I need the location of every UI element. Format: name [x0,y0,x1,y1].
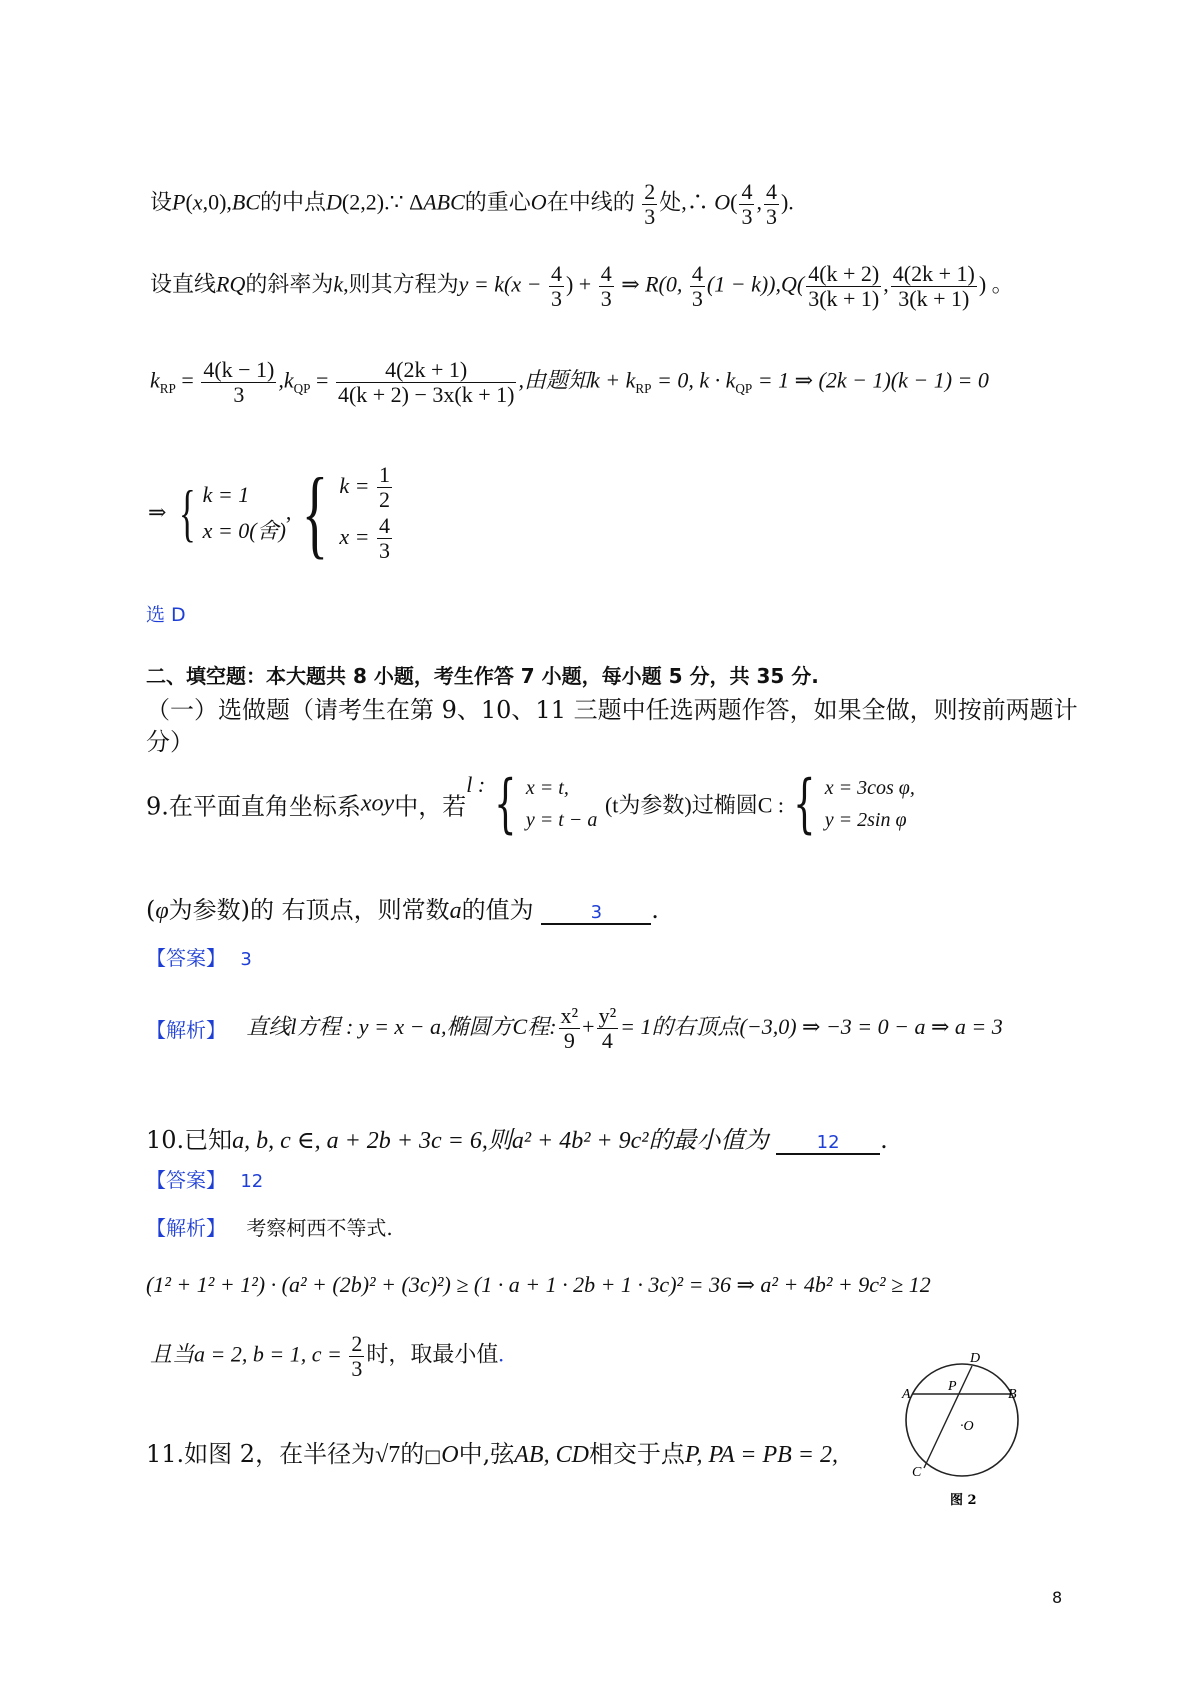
equality-condition: 且当a = 2, b = 1, c = $\frac{2}{3}$ 时，取最小值. [150,1331,504,1382]
question-9-continued: (φ为参数)的 右顶点，则常数a的值为 3 . [146,896,659,924]
fraction: $\frac{4}{3}$ [765,179,777,230]
question-9: 9.在平面直角坐标系xoy中，若l : { x = t, y = t − a (t为参数)过椭圆C : { x = 3cos φ, y = 2sin φ [146,767,915,841]
question-11: 11.如图 2，在半径为√7的□O中,弦AB, CD相交于点P, PA = PB = 2, [146,1440,838,1468]
label-a: A [902,1387,911,1402]
label-c: C [912,1465,922,1480]
section-instructions-line2: 分） [146,728,194,756]
label-p: P [948,1379,957,1394]
fraction: $\frac{4}{3}$ [741,179,753,230]
section-instructions-line1: （一）选做题（请考生在第 9、10、11 三题中任选两题作答，如果全做，则按前两题计 [146,696,1078,724]
question-10: 10.已知a, b, c ∈, a + 2b + 3c = 6,则a² + 4b² + 9c²的最小值为 12 . [146,1126,888,1154]
line-slope: 设直线RQ的斜率为k,则其方程为y = k(x − $\frac{4}{3}$ ) + $\frac{4}{3}$ ⇒ R(0, $\frac{4}{3}$ (1 − k)),Q( $\frac{4(k + 2)}{3(k + 1)}$ , $\frac{4(2k + 1)}{3(k + 1)}$ ) 。 [150,261,1014,312]
label-d: D [970,1351,981,1366]
answer-blank: 3 [541,902,651,925]
figure-caption: 图 2 [950,1493,977,1508]
line-slopes-equation: $k_{RP}$ = $\frac{4(k - 1)}{3}$ $,k_{QP}$ = $\frac{4(2k + 1)}{4(k + 2) - 3x(k + 1)}$ ,由题知$k + k_{RP} = 0$, $k \cdot k_{QP} = 1$ ⇒ (2k − 1)(k − 1) = 0 [150,357,989,408]
answer-row-10: 【答案】 12 [146,1168,264,1192]
section-title: 二、填空题：本大题共 8 小题，考生作答 7 小题，每小题 5 分，共 35 分. [146,664,819,688]
label-b: B [1008,1387,1017,1402]
answer-row-9: 【答案】 3 [146,946,252,970]
answer-blank: 12 [776,1132,880,1155]
choice-answer: 选 D [146,604,186,626]
analysis-row-9: 【解析】 直线l方程 : y = x − a,椭圆方C程: $\frac{\text{x²}}{9}$ + $\frac{\text{y²}}{4}$ = 1的右顶点(−3,0) ⇒ −3 = 0 − a ⇒ a = 3 [146,1003,1003,1054]
cauchy-inequality: (1² + 1² + 1²) · (a² + (2b)² + (3c)²) ≥ (1 · a + 1 · 2b + 1 · 3c)² = 36 ⇒ a² + 4b² + 9c² ≥ 12 [146,1272,931,1297]
label-o: ·O [960,1419,974,1434]
figure-circle-chords [890,1340,1030,1510]
fraction: $\frac{2}{3}$ [644,179,656,230]
line-centroid: 设P(x,0),BC的中点D(2,2).∵ ΔABC的重心O在中线的 $\frac{2}{3}$ 处,∴ O( $\frac{4}{3}$ , $\frac{4}{3}$ ). [150,179,794,230]
line-system-solution: ⇒ { k = 1 x = 0(舍), { k = $\frac{1}{2}$ x = $\frac{4}{3}$ [148,456,391,568]
page-number: 8 [1052,1588,1063,1607]
analysis-row-10: 【解析】 考察柯西不等式. [146,1216,393,1240]
